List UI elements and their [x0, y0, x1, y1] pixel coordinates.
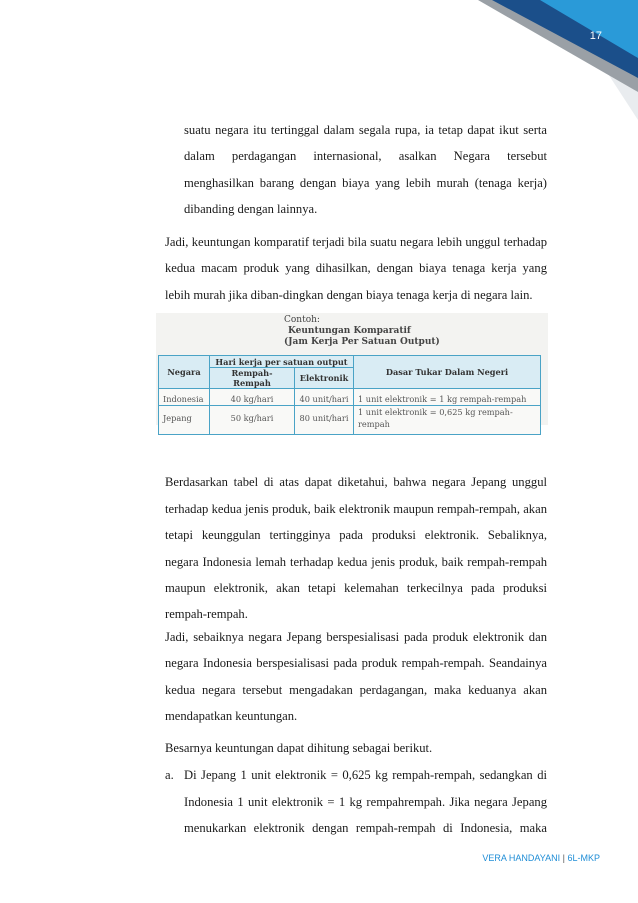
cell-rempah: 50 kg/hari: [210, 406, 295, 435]
paragraph-line: Jadi, keuntungan komparatif terjadi bila suatu negara lebih unggul terhadap: [165, 235, 547, 249]
list-line: menukarkan elektronik dengan rempah-rempah di Indonesia, maka: [184, 821, 547, 835]
footer: [482, 853, 600, 863]
table-row: [159, 406, 541, 435]
paragraph-line: dibanding dengan lainnya.: [184, 202, 318, 216]
table-caption-subtitle: (Jam Kerja Per Satuan Output): [284, 337, 440, 347]
cell-dasar: 1 unit elektronik = 0,625 kg rempah-rempah: [354, 406, 541, 435]
header-hari-kerja: Hari kerja per satuan output: [210, 356, 354, 368]
paragraph-line: kedua macam produk yang dihasilkan, dengan biaya tenaga kerja yang: [165, 261, 547, 275]
cell-rempah: 40 kg/hari: [210, 389, 295, 406]
paragraph-line: Berdasarkan tabel di atas dapat diketahui, bahwa negara Jepang unggul: [165, 475, 547, 489]
paragraph-line: terhadap kedua jenis produk, baik elektronik maupun rempah-rempah, akan: [165, 502, 547, 516]
list-line: Indonesia 1 unit elektronik = 1 kg rempahrempah. Jika negara Jepang: [184, 794, 547, 809]
footer-code: 6L-MKP: [567, 853, 600, 863]
footer-author: VERA HANDAYANI: [482, 853, 561, 863]
list-item: [165, 762, 547, 842]
cell-elektronik: 40 unit/hari: [295, 389, 354, 406]
cell-negara: Indonesia: [159, 389, 210, 406]
table-caption-title: Keuntungan Komparatif: [288, 326, 411, 336]
paragraph-line: rempah-rempah.: [165, 607, 248, 621]
header-elektronik: Elektronik: [295, 368, 354, 389]
header-negara: Negara: [159, 356, 210, 389]
data-table: [158, 355, 541, 435]
paragraph-line: negara Indonesia berspesialisasi pada produk rempah-rempah. Seandainya: [165, 656, 547, 670]
paragraph-line: negara Indonesia lemah terhadap kedua jenis produk, baik rempah-rempah: [165, 555, 547, 569]
cell-dasar: 1 unit elektronik = 1 kg rempah-rempah: [354, 389, 541, 406]
paragraph-line: lebih murah jika diban-dingkan dengan biaya tenaga kerja di negara lain.: [165, 288, 533, 302]
list-marker: a.: [165, 768, 174, 782]
page-number: 17: [589, 30, 602, 42]
table-caption-example: Contoh:: [284, 315, 320, 325]
comparative-advantage-table: [156, 313, 548, 429]
header-rempah: Rempah-Rempah: [210, 368, 295, 389]
corner-decoration: [0, 0, 638, 120]
paragraph-line: suatu negara itu tertinggal dalam segala rupa, ia tetap dapat ikut serta: [184, 123, 547, 137]
paragraph-line: dalam perdagangan internasional, asalkan Negara tersebut: [184, 149, 547, 163]
paragraph-line: menghasilkan barang dengan biaya yang lebih murah (tenaga kerja): [184, 176, 547, 190]
paragraph-line: mendapatkan keuntungan.: [165, 709, 298, 723]
list-line: Di Jepang 1 unit elektronik = 0,625 kg rempah-rempah, sedangkan di: [184, 768, 547, 782]
paragraph-line: Jadi, sebaiknya negara Jepang berspesialisasi pada produk elektronik dan: [165, 630, 547, 644]
cell-negara: Jepang: [159, 406, 210, 435]
table-row: [159, 389, 541, 406]
paragraph-line: maupun elektronik, akan tetapi kelemahan terkecilnya pada produksi: [165, 581, 547, 595]
footer-separator: |: [562, 853, 565, 863]
paragraph-line: kedua negara tersebut mengadakan perdagangan, maka keduanya akan: [165, 683, 547, 697]
cell-elektronik: 80 unit/hari: [295, 406, 354, 435]
paragraph-line: tetapi keunggulan tertingginya pada produksi elektronik. Sebaliknya,: [165, 528, 547, 542]
header-dasar-tukar: Dasar Tukar Dalam Negeri: [354, 356, 541, 389]
paragraph-line: Besarnya keuntungan dapat dihitung sebagai berikut.: [165, 741, 433, 755]
